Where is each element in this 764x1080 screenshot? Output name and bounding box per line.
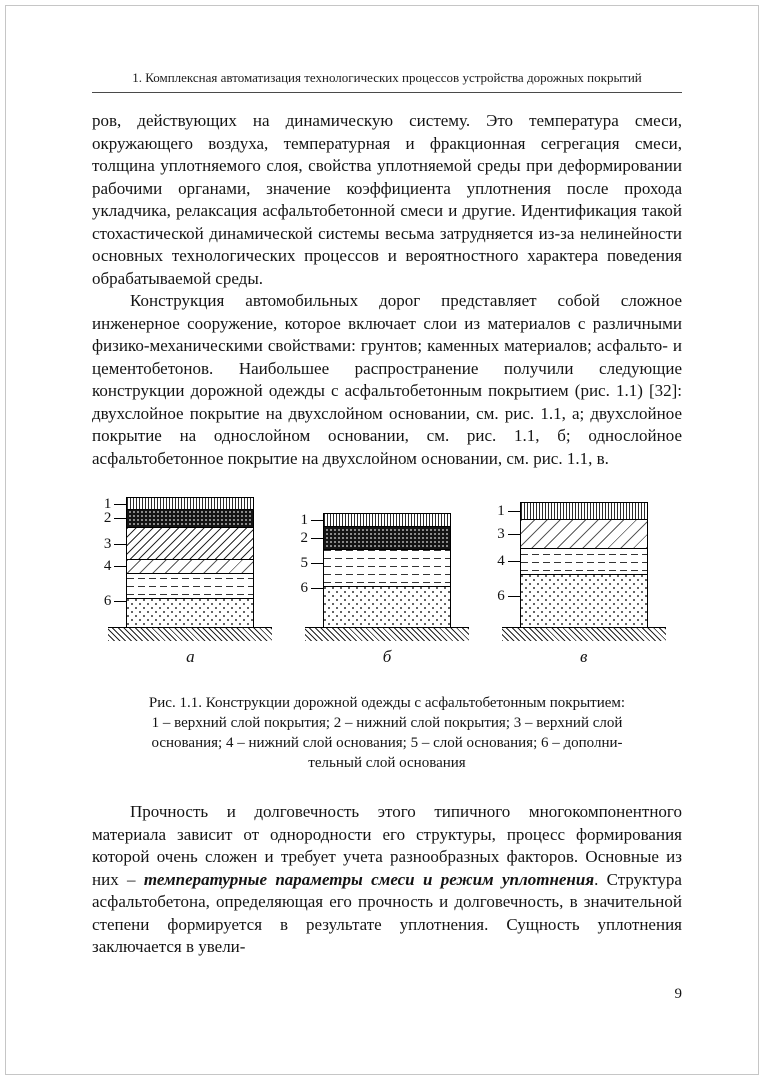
layer-1-surface xyxy=(521,503,647,519)
body-paragraph-2: Конструкция автомобильных дорог представляет собой сложное инженерное сооружение, которое включает слои из материалов с различными физико-механическими свойствами: грунтов; каменных материалов; асфальто- и цементобетонов. Наибольшее распространение получили следующие конструкции дорожной одежды с асфальтобетонным покрытием (рис. 1.1) [32]: двухслойное покрытие на двухслойном основании, см. рис. 1.1, а; двухслойное покрытие на однослойном основании, см. рис. 1.1, б; однослойное асфальтобетонное покрытие на двухслойном основании, см. рис. 1.1, в. xyxy=(92,291,682,468)
layer-2-bottom-surface xyxy=(324,526,450,549)
running-header xyxy=(92,70,682,93)
leader-line xyxy=(311,538,324,539)
layer-stack xyxy=(323,513,451,628)
figure-caption xyxy=(92,693,682,773)
layer-number: 4 xyxy=(103,557,112,574)
layer-number: 2 xyxy=(103,509,112,526)
layer-stack xyxy=(520,502,648,628)
body-paragraph-3 xyxy=(92,801,682,959)
layer-number-label xyxy=(91,592,127,610)
layer-number: 1 xyxy=(497,502,505,519)
diagram-a-drawing xyxy=(92,495,289,641)
layer-2-bottom-surface xyxy=(127,509,253,527)
leader-line xyxy=(508,534,521,535)
figure-1-1 xyxy=(92,495,682,773)
layer-1-top-surface xyxy=(324,514,450,526)
page-content xyxy=(92,110,682,959)
layer-number-label xyxy=(91,509,127,527)
layer-number-label xyxy=(91,557,127,575)
emphasized-terms: температурные параметры смеси и режим уплотнения xyxy=(143,869,595,889)
layer-5-base xyxy=(324,549,450,586)
diagram-letter-a: а xyxy=(186,647,195,666)
leader-line xyxy=(311,588,324,589)
layer-number-label xyxy=(485,587,521,605)
layer-4-bottom-base xyxy=(521,548,647,574)
leader-line xyxy=(311,520,324,521)
leader-line xyxy=(114,518,127,519)
diagram-v-drawing xyxy=(485,495,682,641)
leader-line xyxy=(114,544,127,545)
layer-stack xyxy=(126,497,254,628)
layer-number-label xyxy=(485,502,521,520)
layer-6-additional-base xyxy=(521,574,647,627)
figure-caption-line: тельный слой основания xyxy=(308,755,466,771)
layer-number: 1 xyxy=(300,511,309,528)
layer-number-label xyxy=(288,529,324,547)
layer-number-label xyxy=(288,511,324,529)
layer-number: 3 xyxy=(497,525,505,542)
layer-3-top-base xyxy=(521,519,647,548)
layer-number: 2 xyxy=(300,529,309,546)
leader-line xyxy=(508,511,521,512)
layer-number: 6 xyxy=(300,579,309,596)
layer-number: 6 xyxy=(103,592,112,609)
leader-line xyxy=(114,504,127,505)
layer-number-label xyxy=(485,525,521,543)
subgrade-hatch xyxy=(108,627,272,641)
layer-number-label xyxy=(91,535,127,553)
leader-line xyxy=(114,601,127,602)
subgrade-hatch xyxy=(502,627,666,641)
figure-caption-line: Рис. 1.1. Конструкции дорожной одежды с асфальтобетонным покрытием: xyxy=(148,695,626,711)
paragraph-text: . Структура асфальтобетона, определяющая его прочность и долговечность, в значительной степени формируется в результате уплотнения. Сущность уплотнения заключается в увели- xyxy=(92,869,682,956)
layer-number: 3 xyxy=(103,535,112,552)
page-number: 9 xyxy=(674,986,682,1002)
leader-line xyxy=(508,596,521,597)
figure-diagrams-row xyxy=(92,495,682,667)
layer-1-top-surface xyxy=(127,498,253,509)
pavement-diagram-a xyxy=(92,495,289,667)
diagram-b-drawing xyxy=(289,495,486,641)
diagram-letter-b: б xyxy=(382,647,392,666)
leader-line xyxy=(114,566,127,567)
subgrade-hatch xyxy=(305,627,469,641)
layer-number: 4 xyxy=(497,552,505,569)
layer-number: 1 xyxy=(103,495,112,512)
figure-caption-line: основания; 4 – нижний слой основания; 5 – слой основания; 6 – дополни- xyxy=(151,735,623,751)
pavement-diagram-v xyxy=(485,495,682,667)
layer-number: 6 xyxy=(497,587,505,604)
layer-4-bottom-base-lower xyxy=(127,573,253,598)
layer-number: 5 xyxy=(300,554,309,571)
layer-3-top-base xyxy=(127,527,253,559)
paragraph-text: Прочность и долговечность этого типичного многокомпонентного материала зависит от однородности его структуры, процесс формирования которой очень сложен и требует учета разнообразных факторов. Основные из них – xyxy=(92,802,682,889)
figure-caption-line: 1 – верхний слой покрытия; 2 – нижний слой покрытия; 3 – верхний слой xyxy=(151,715,623,731)
layer-6-additional-base xyxy=(127,598,253,627)
layer-4-bottom-base xyxy=(127,559,253,573)
leader-line xyxy=(508,561,521,562)
body-paragraph-1: ров, действующих на динамическую систему. Это температура смеси, окружающего воздуха, температурная и фракционная сегрегация смеси, толщина уплотняемого слоя, свойства уплотняемой среды при деформировании рабочими органами, значение коэффициента уплотнения после прохода укладчика, релаксация асфальтобетонной смеси и другие. Идентификация такой стохастической динамической системы весьма затрудняется из-за нелинейности основных технологических процессов и вероятностного характера поведения обрабатываемой среды. xyxy=(92,111,682,288)
layer-6-additional-base xyxy=(324,586,450,627)
leader-line xyxy=(311,563,324,564)
layer-number-label xyxy=(485,552,521,570)
running-header-text: 1. Комплексная автоматизация технологических процессов устройства дорожных покрытий xyxy=(132,70,642,85)
pavement-diagram-b xyxy=(289,495,486,667)
layer-number-label xyxy=(288,554,324,572)
diagram-letter-v: в xyxy=(579,647,588,666)
layer-number-label xyxy=(288,579,324,597)
